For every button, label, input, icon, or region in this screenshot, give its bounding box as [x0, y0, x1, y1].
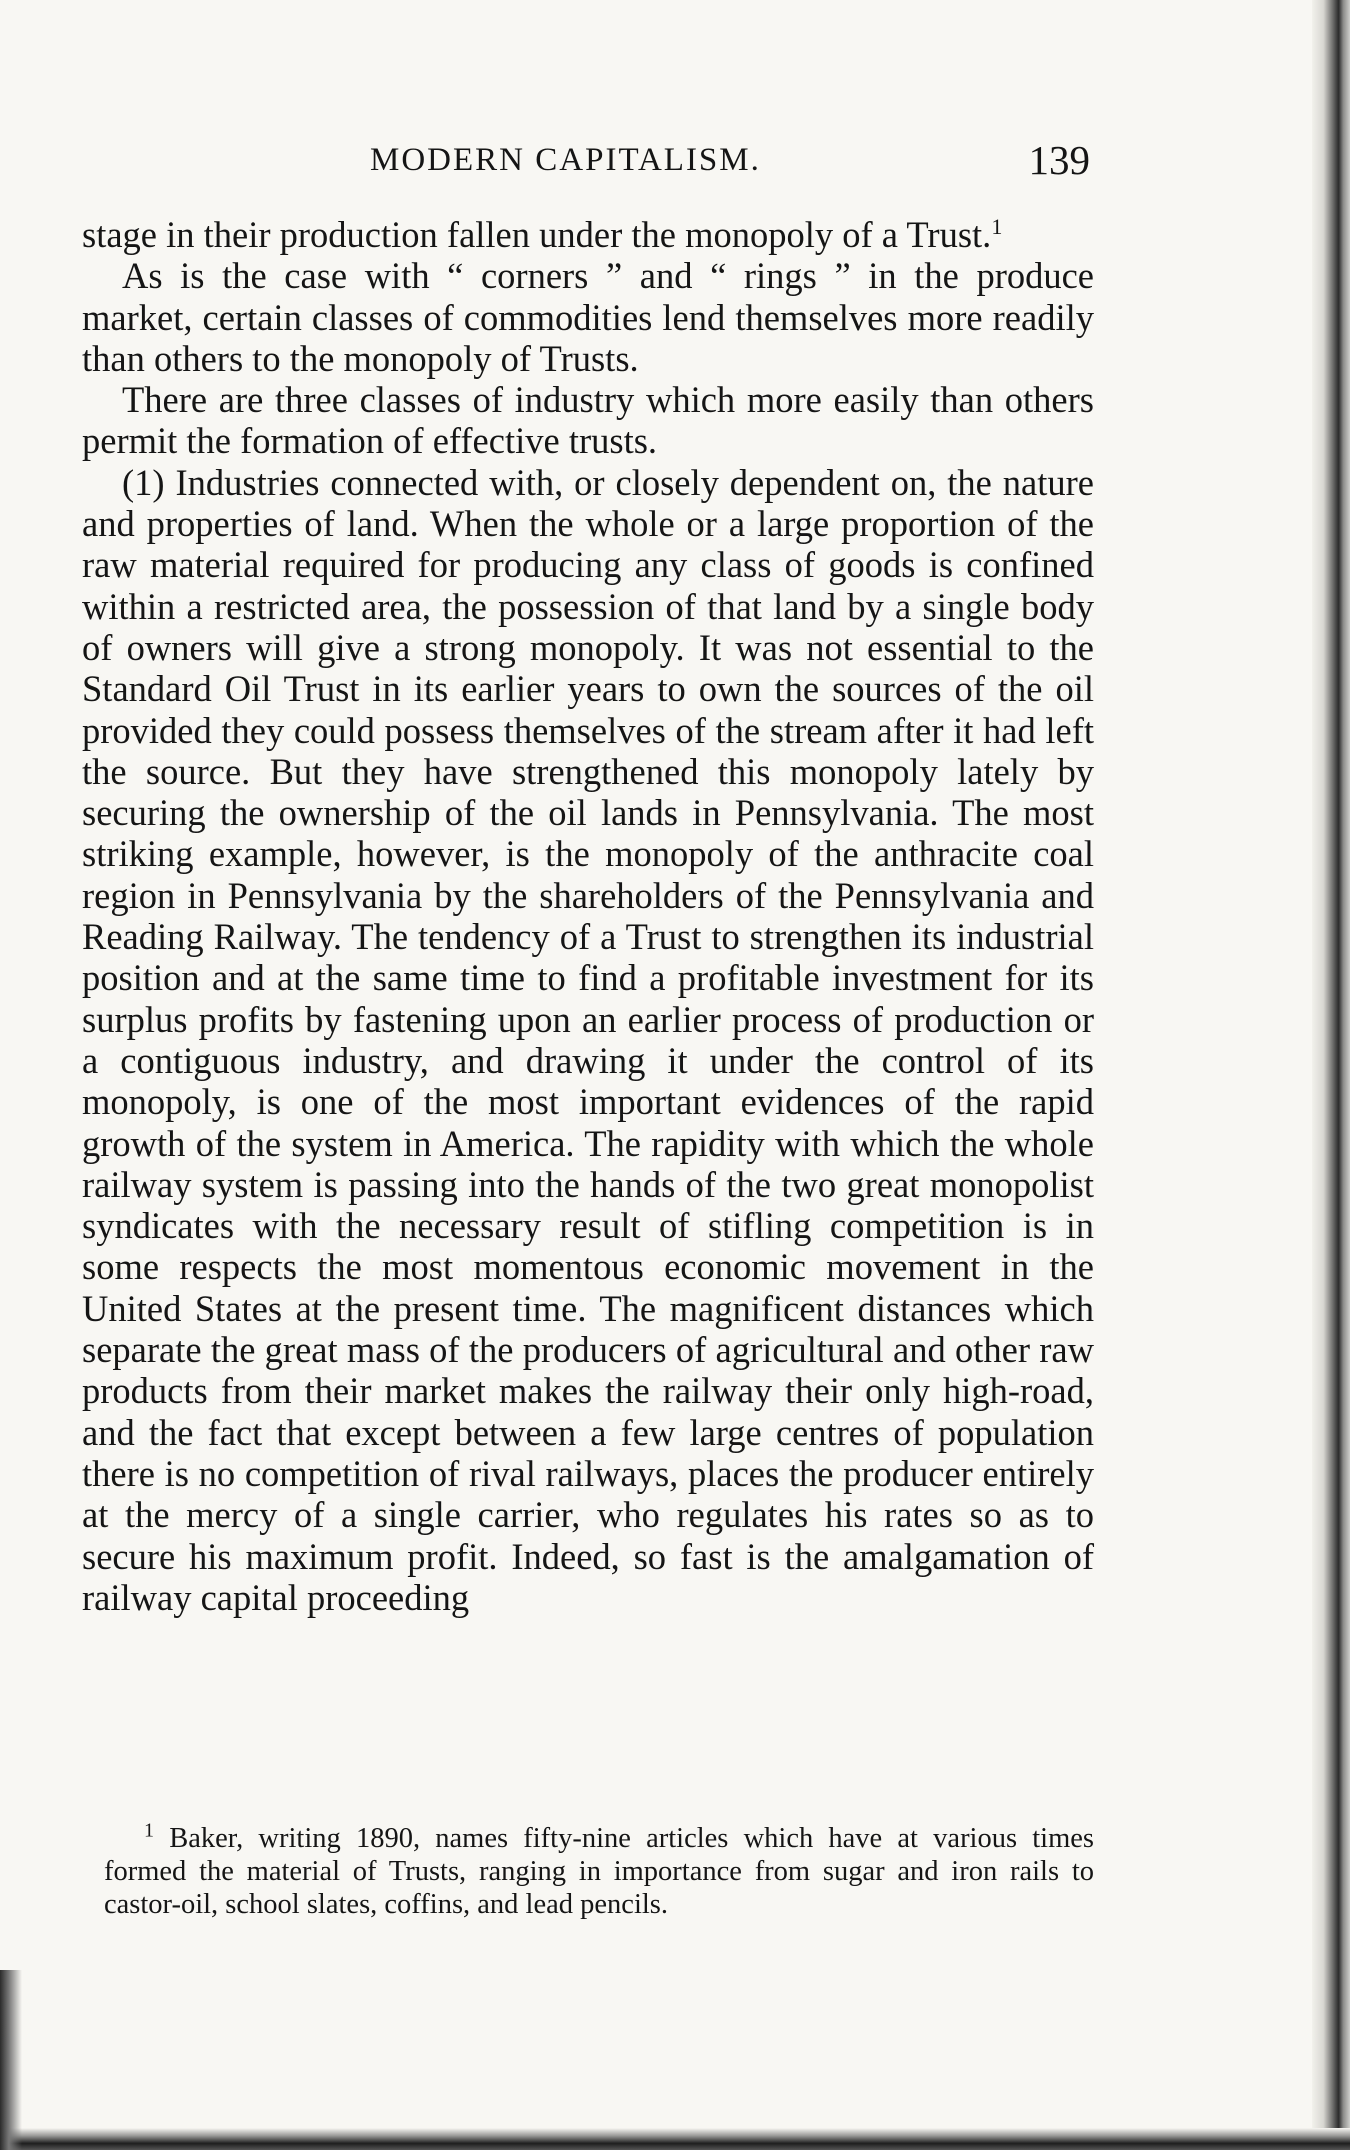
footnote-reference: 1 — [991, 213, 1003, 239]
bottom-edge-shadow — [0, 2128, 1350, 2150]
corner-shadow — [0, 1970, 22, 2150]
page-edge-shadow — [1312, 0, 1350, 2150]
footnote — [104, 1819, 1095, 1921]
paragraph-3: There are three classes of industry which more easily than others permit the formation of effective trusts. — [82, 379, 1094, 462]
page-header — [80, 138, 1090, 188]
paragraph-1-text: stage in their production fallen under the monopoly of a Trust. — [82, 214, 992, 255]
page-number: 139 — [1028, 137, 1090, 183]
running-head: MODERN CAPITALISM. — [370, 142, 761, 178]
paragraph-4: (1) Industries connected with, or closely dependent on, the nature and properties of land. When the whole or a large proportion of the raw material required for producing any class of goods is confined within a restricted area, the possession of that land by a single body of owners will give a strong monopoly. It was not essential to the Standard Oil Trust in its earlier years to own the sources of the oil provided they could possess themselves of the stream after it had left the source. But they have strengthened this monopoly lately by securing the ownership of the oil lands in Pennsylvania. The most striking example, however, is the monopoly of the anthracite coal region in Pennsylvania by the shareholders of the Pennsylvania and Reading Railway. The tendency of a Trust to strengthen its industrial position and at the same time to find a profitable investment for its surplus profits by fastening upon an earlier process of production or a contiguous industry, and drawing it under the control of its monopoly, is one of the most important evidences of the rapid growth of the system in America. The rapidity with which the whole railway system is passing into the hands of the two great monopolist syndicates with the necessary result of stifling competition is in some respects the most momentous economic movement in the United States at the present time. The magnificent distances which separate the great mass of the producers of agricultural and other raw products from their market makes the railway their only high-road, and the fact that except between a few large centres of population there is no competition of rival railways, places the producer entirely at the mercy of a single carrier, who regulates his rates so as to secure his maximum profit. Indeed, so fast is the amalgamation of railway capital proceeding — [82, 461, 1094, 1618]
footnote-mark: 1 — [144, 1819, 154, 1842]
footnote-text: Baker, writing 1890, names fifty-nine articles which have at various times formed the material of Trusts, ranging in importance from sugar and iron rails to castor-oil, school slates, coffins, and lead pencils. — [104, 1823, 1095, 1920]
body-text — [82, 214, 1094, 1618]
paragraph-2: As is the case with “ corners ” and “ rings ” in the produce market, certain classes of commodities lend themselves more readily than others to the monopoly of Trusts. — [82, 255, 1094, 379]
paragraph-1 — [82, 214, 1094, 255]
